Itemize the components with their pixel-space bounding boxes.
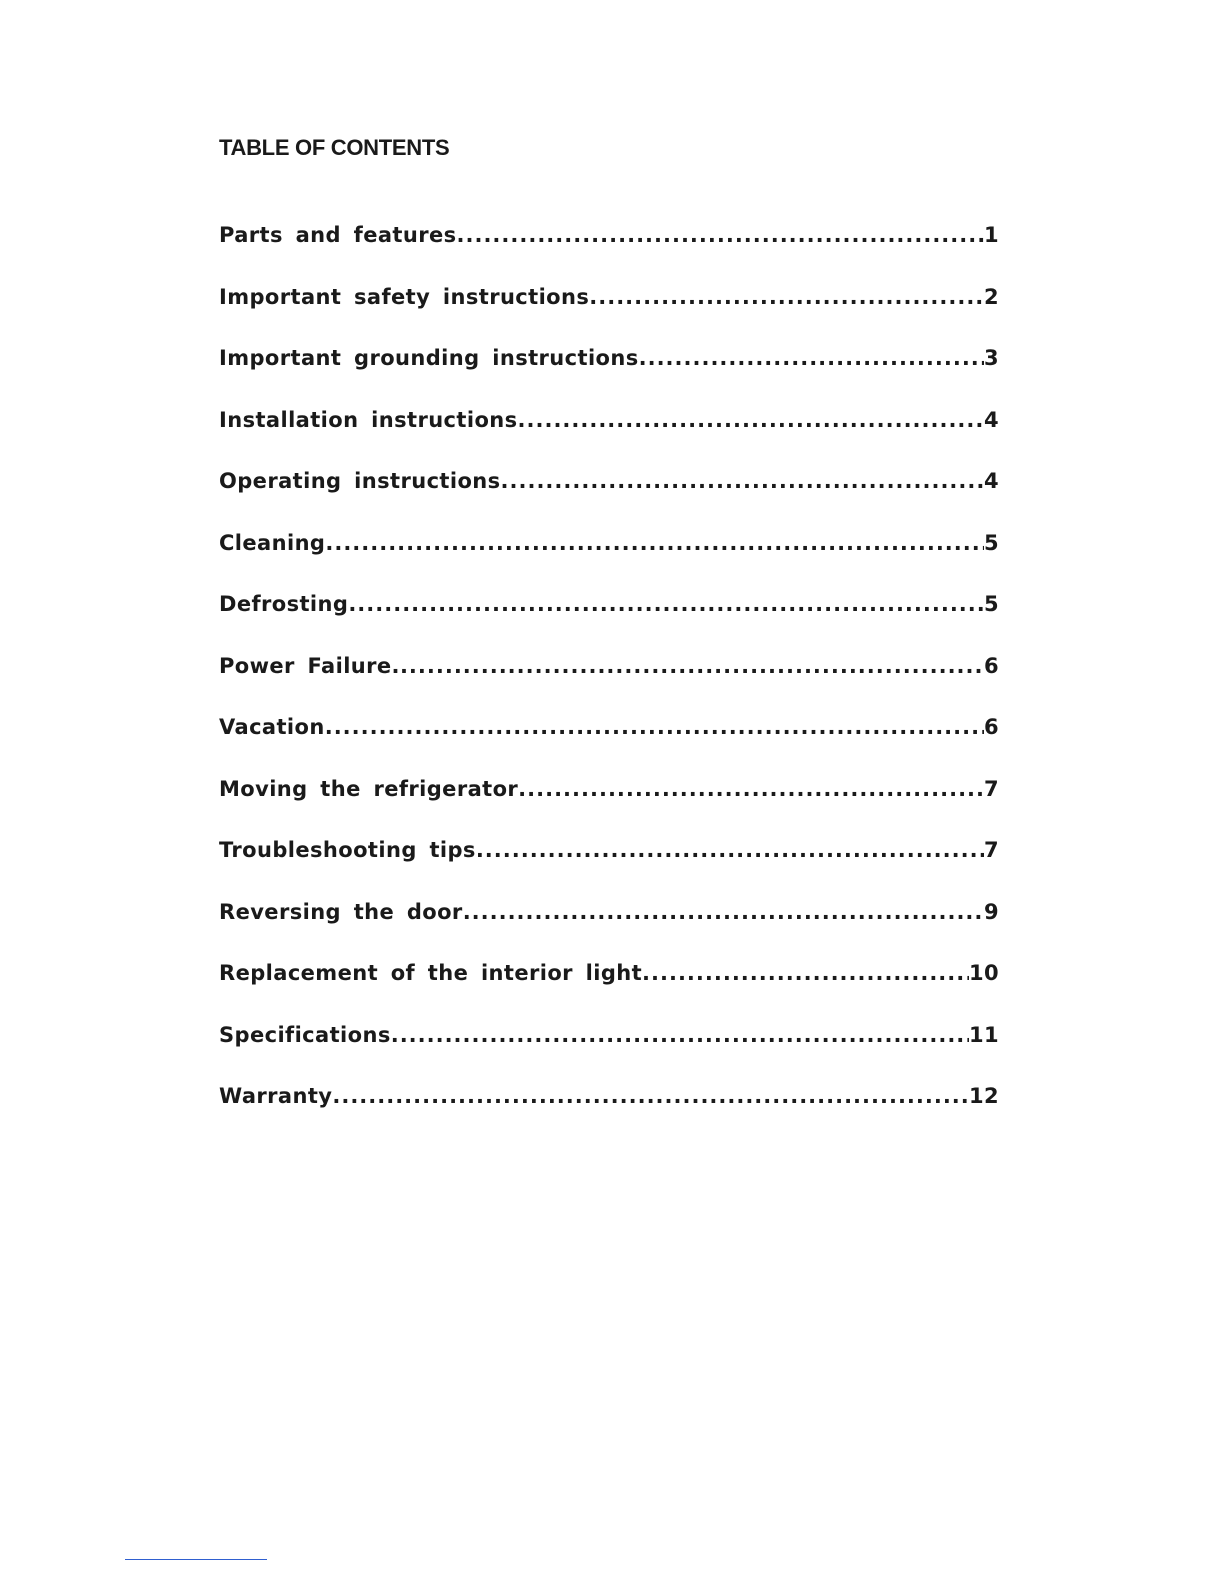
toc-entry-label: Warranty bbox=[219, 1084, 333, 1108]
toc-entry-page: 6 bbox=[983, 653, 999, 678]
toc-entry-moving-the-refrigerator[interactable] bbox=[219, 777, 999, 839]
dot-leader bbox=[332, 1084, 969, 1108]
toc-entry-page: 7 bbox=[983, 838, 999, 862]
toc-entry-page: 6 bbox=[983, 715, 999, 739]
toc-entry-label: Defrosting bbox=[219, 592, 349, 616]
toc-entry-cleaning[interactable] bbox=[219, 531, 999, 593]
page-title: TABLE OF CONTENTS bbox=[219, 135, 450, 160]
toc-entry-page: 7 bbox=[983, 776, 999, 801]
toc-entry-important-grounding-instructions[interactable] bbox=[219, 346, 999, 408]
toc-entry-defrosting[interactable] bbox=[219, 592, 999, 654]
toc-entry-installation-instructions[interactable] bbox=[219, 408, 999, 470]
dot-leader bbox=[400, 654, 984, 678]
toc-entry-label: Reversing the door bbox=[219, 899, 463, 924]
toc-entry-specifications[interactable] bbox=[219, 1023, 999, 1085]
dot-leader bbox=[457, 223, 984, 247]
toc-entry-label: Cleaning bbox=[219, 530, 326, 555]
toc-entry-page: 1 bbox=[983, 223, 999, 247]
toc-entry-page: 11 bbox=[968, 1022, 999, 1047]
toc-entry-label: Troubleshooting tips bbox=[219, 838, 476, 862]
dot-leader bbox=[348, 592, 984, 616]
dot-leader bbox=[639, 346, 984, 370]
dot-leader bbox=[325, 715, 984, 739]
dot-leader bbox=[463, 900, 984, 924]
dot-leader bbox=[589, 285, 984, 309]
toc-entry-page: 9 bbox=[983, 899, 999, 924]
dot-leader bbox=[391, 1023, 969, 1047]
toc-entry-operating-instructions[interactable] bbox=[219, 469, 999, 531]
toc-entry-page: 2 bbox=[983, 284, 999, 309]
toc-entry-vacation[interactable] bbox=[219, 715, 999, 777]
toc-entry-parts-and-features[interactable] bbox=[219, 223, 999, 285]
dot-leader bbox=[642, 961, 969, 985]
toc-entry-label: Specifications bbox=[219, 1022, 391, 1047]
toc-entry-label: Operating instructions bbox=[219, 469, 501, 493]
toc-entry-label: Installation instructions bbox=[219, 407, 518, 432]
toc-entry-page: 4 bbox=[983, 469, 999, 493]
toc-entry-power-failure[interactable] bbox=[219, 654, 999, 716]
toc-entry-label: Replacement of the interior light bbox=[219, 961, 643, 985]
toc-entry-warranty[interactable] bbox=[219, 1084, 999, 1146]
toc-entry-label: Parts and features bbox=[219, 223, 457, 247]
dot-leader bbox=[325, 531, 984, 555]
toc-entry-page: 3 bbox=[983, 346, 999, 370]
toc-entry-troubleshooting-tips[interactable] bbox=[219, 838, 999, 900]
toc-entry-important-safety-instructions[interactable] bbox=[219, 285, 999, 347]
toc-entry-label: Power Failure. bbox=[219, 653, 400, 678]
toc-entry-label: Moving the refrigerator bbox=[219, 776, 519, 801]
footnote-divider bbox=[125, 1559, 267, 1560]
toc-entry-label: Important safety instructions bbox=[219, 284, 590, 309]
toc-entry-page: 4 bbox=[983, 407, 999, 432]
dot-leader bbox=[501, 469, 984, 493]
dot-leader bbox=[518, 408, 984, 432]
toc-entry-reversing-the-door[interactable] bbox=[219, 900, 999, 962]
toc-entry-replacement-of-the-interior-light[interactable] bbox=[219, 961, 999, 1023]
toc-entry-page: 5 bbox=[983, 530, 999, 555]
toc-entry-page: 5 bbox=[983, 592, 999, 616]
toc-entry-page: 12 bbox=[968, 1084, 999, 1108]
toc-entry-label: Vacation bbox=[219, 715, 325, 739]
dot-leader bbox=[518, 777, 984, 801]
dot-leader bbox=[476, 838, 984, 862]
toc-entry-label: Important grounding instructions bbox=[219, 346, 639, 370]
toc-entry-page: 10 bbox=[968, 961, 999, 985]
toc-list bbox=[219, 223, 999, 1146]
